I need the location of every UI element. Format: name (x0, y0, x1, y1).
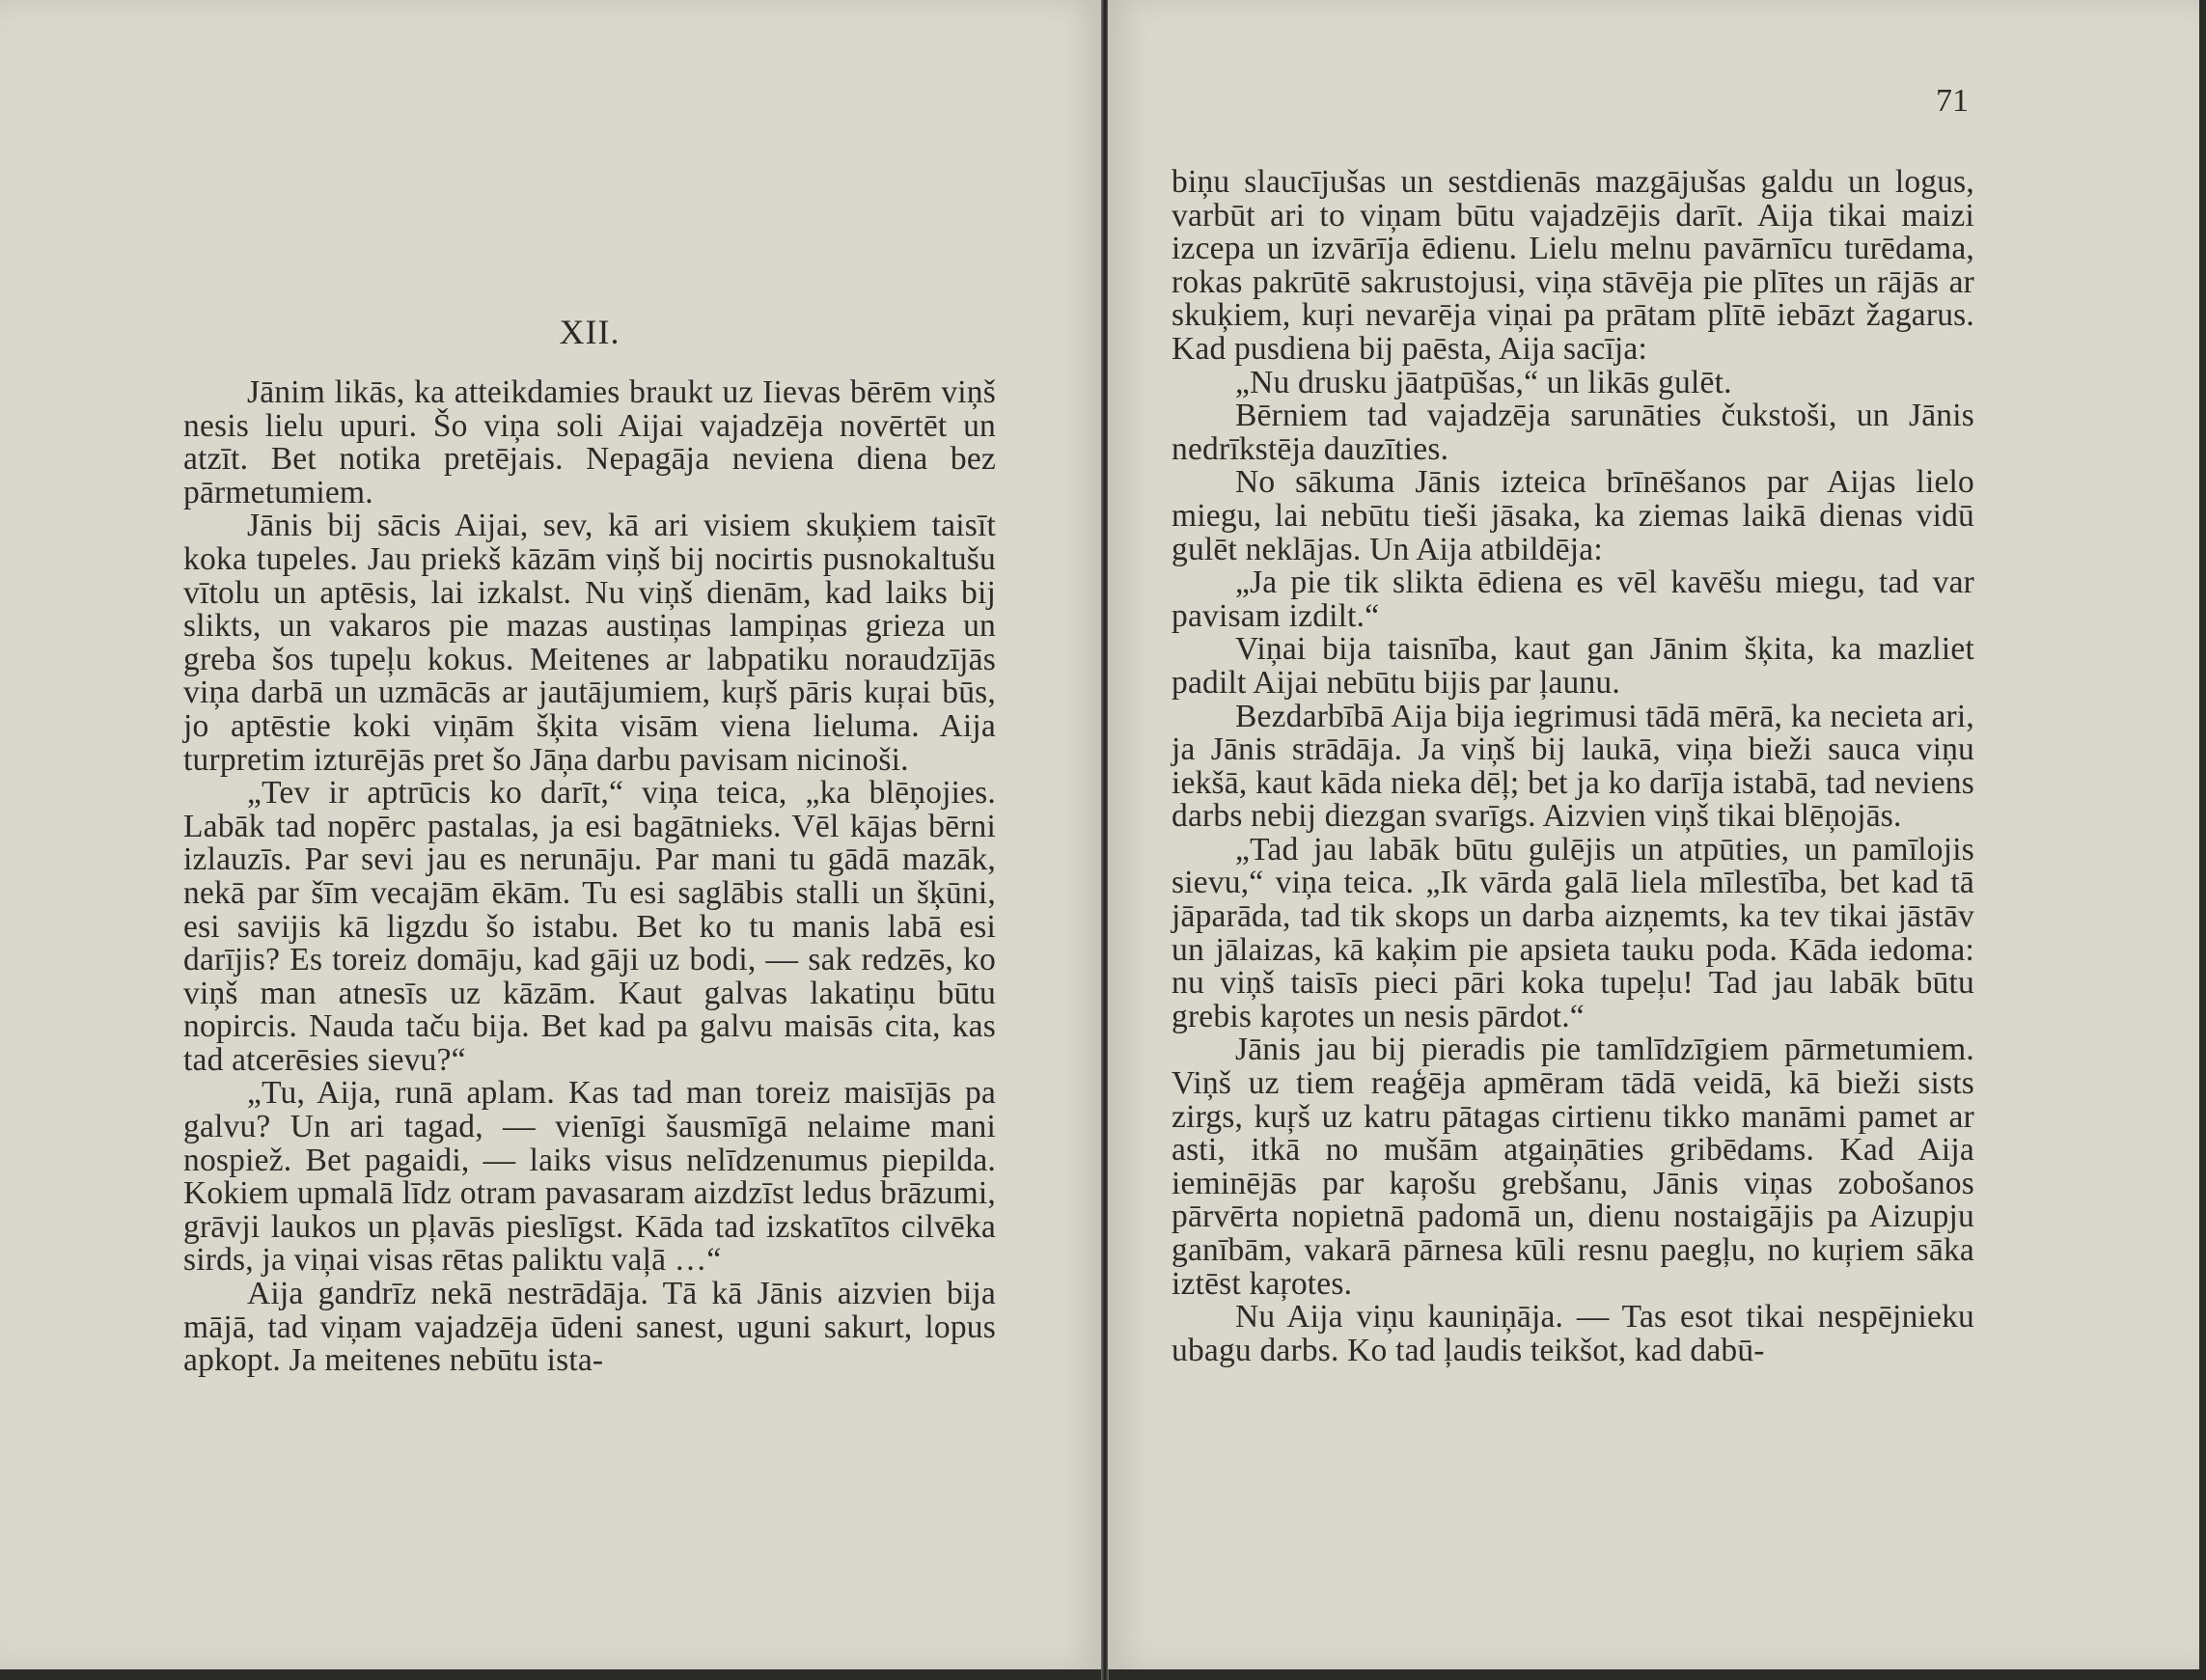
paragraph: „Ja pie tik slikta ēdiena es vēl kavēšu miegu, tad var pavisam izdilt.“ (1172, 565, 1974, 634)
paragraph: Jānis jau bij pieradis pie tamlīdzīgiem pārmetumiem. Viņš uz tiem reaģēja apmēram tādā veidā, kā bieži sists zirgs, kuŗš uz katru pātagas cirtienu tikko manāmi pamet ar asti, itkā no mušām atgaiņāties gribēdams. Kad Aija ieminējās par kaŗošu grebšanu, Jānis viņas zobošanos pārvērta nopietnā padomā un, dienu nostaigājis pa Aizupju ganībām, vakarā pārnesa kūli resnu paegļu, no kuŗiem sāka iztēst kaŗotes. (1172, 1032, 1974, 1302)
page-number: 71 (1936, 83, 1969, 119)
chapter-heading: XII. (559, 313, 620, 351)
paragraph: „Tev ir aptrūcis ko darīt,“ viņa teica, „ka blēņojies. Labāk tad nopērc pastalas, ja esi bagātnieks. Vēl kājas bērni izlauzīs. Par sevi jau es nerunāju. Par mani tu gādā mazāk, nekā par šīm vecajām ēkām. Tu esi saglābis stalli un šķūni, esi savijis kā ligzdu šo istabu. Bet ko tu manis labā esi darījis? Es toreiz domāju, kad gāji uz bodi, — sak redzēs, ko viņš man atnesīs uz kāzām. Kaut galvas lakatiņu būtu nopircis. Nauda taču bija. Bet kad pa galvu maisās cita, kas tad atcerēsies sievu?“ (183, 775, 996, 1078)
paragraph: Jānim likās, ka atteikdamies braukt uz Iievas bērēm viņš nesis lielu upuri. Šo viņa soli Aijai vajadzēja novērtēt un atzīt. Bet notika pretējais. Nepagāja neviena diena bez pārmetumiem. (183, 374, 996, 510)
right-page (1108, 0, 2199, 1669)
paragraph: „Tad jau labāk būtu gulējis un atpūties, un pamīlojis sievu,“ viņa teica. „Ik vārda galā liela mīlestība, bet kad tā jāparāda, tad tik skops un darba aizņemts, ka tev tikai jāstāv un jālaizas, kā kaķim pie apsieta tauku poda. Kāda iedoma: nu viņš taisīs pieci pāri koka tupeļu! Tad jau labāk būtu grebis kaŗotes un nesis pārdot.“ (1172, 831, 1974, 1034)
paragraph: Jānis bij sācis Aijai, sev, kā ari visiem skuķiem taisīt koka tupeles. Jau priekš kāzām viņš bij nocirtis pusnokaltušu vītolu un aptēsis, lai izkalst. Nu viņš dienām, kad laiks bij slikts, un vakaros pie mazas austiņas lampiņas grieza un greba šos tupeļu kokus. Meitenes ar labpatiku noraudzījās viņa darbā un uzmācās ar jautājumiem, kuŗš pāris kuŗai būs, jo aptēstie koki viņām šķita visām viena lieluma. Aija turpretim izturējās pret šo Jāņa darbu pavisam nicinoši. (183, 508, 996, 778)
paragraph: Bērniem tad vajadzēja sarunāties čukstoši, un Jānis nedrīkstēja dauzīties. (1172, 398, 1974, 467)
paragraph: Aija gandrīz nekā nestrādāja. Tā kā Jānis aizvien bija mājā, tad viņam vajadzēja ūdeni sanest, uguni sakurt, lopus apkopt. Ja meitenes nebūtu ista- (183, 1276, 996, 1379)
left-page (0, 0, 1102, 1669)
left-page-text (183, 376, 996, 1378)
paragraph: „Nu drusku jāatpūšas,“ un likās gulēt. (1235, 364, 1732, 400)
paragraph: Bezdarbībā Aija bija iegrimusi tādā mērā, ka necieta ari, ja Jānis strādāja. Ja viņš bij laukā, viņa bieži sauca viņu iekšā, kaut kāda nieka dēļ; bet ja ko darīja istabā, tad neviens darbs nebij diezgan svarīgs. Aizvien viņš tikai blēņojās. (1172, 698, 1974, 835)
paragraph: Viņai bija taisnība, kaut gan Jānim šķita, ka mazliet padilt Aijai nebūtu bijis par ļaunu. (1172, 631, 1974, 701)
paragraph: „Tu, Aija, runā aplam. Kas tad man toreiz maisījās pa galvu? Un ari tagad, — vienīgi šausmīgā nelaime mani nospiež. Bet pagaidi, — laiks visus nelīdzenumus piepilda. Kokiem upmalā līdz otram pavasaram aizdzīst ledus brāzumi, grāvji laukos un pļavās pieslīgst. Kāda tad izskatītos cilvēka sirds, ja viņai visas rētas paliktu vaļā …“ (183, 1075, 996, 1279)
paragraph: Nu Aija viņu kauniņāja. — Tas esot tikai nespējnieku ubagu darbs. Ko tad ļaudis teikšot, kad dabū- (1172, 1299, 1974, 1368)
paragraph: No sākuma Jānis izteica brīnēšanos par Aijas lielo miegu, lai nebūtu tieši jāsaka, ka ziemas laikā dienas vidū gulēt neklājas. Un Aija atbildēja: (1172, 464, 1974, 567)
paragraph: biņu slaucījušas un sestdienās mazgājušas galdu un logus, varbūt ari to viņam būtu vajadzējis darīt. Aija tikai maizi izcepa un izvārīja ēdienu. Lielu melnu pavārnīcu turēdama, rokas pakrūtē sakrustojusi, viņa stāvēja pie plītes un rājās ar skuķiem, kuŗi nevarēja viņai pa prātam plītē iebāzt žagarus. Kad pusdiena bij paēsta, Aija sacīja: (1172, 164, 1974, 367)
right-page-text (1172, 166, 1974, 1367)
